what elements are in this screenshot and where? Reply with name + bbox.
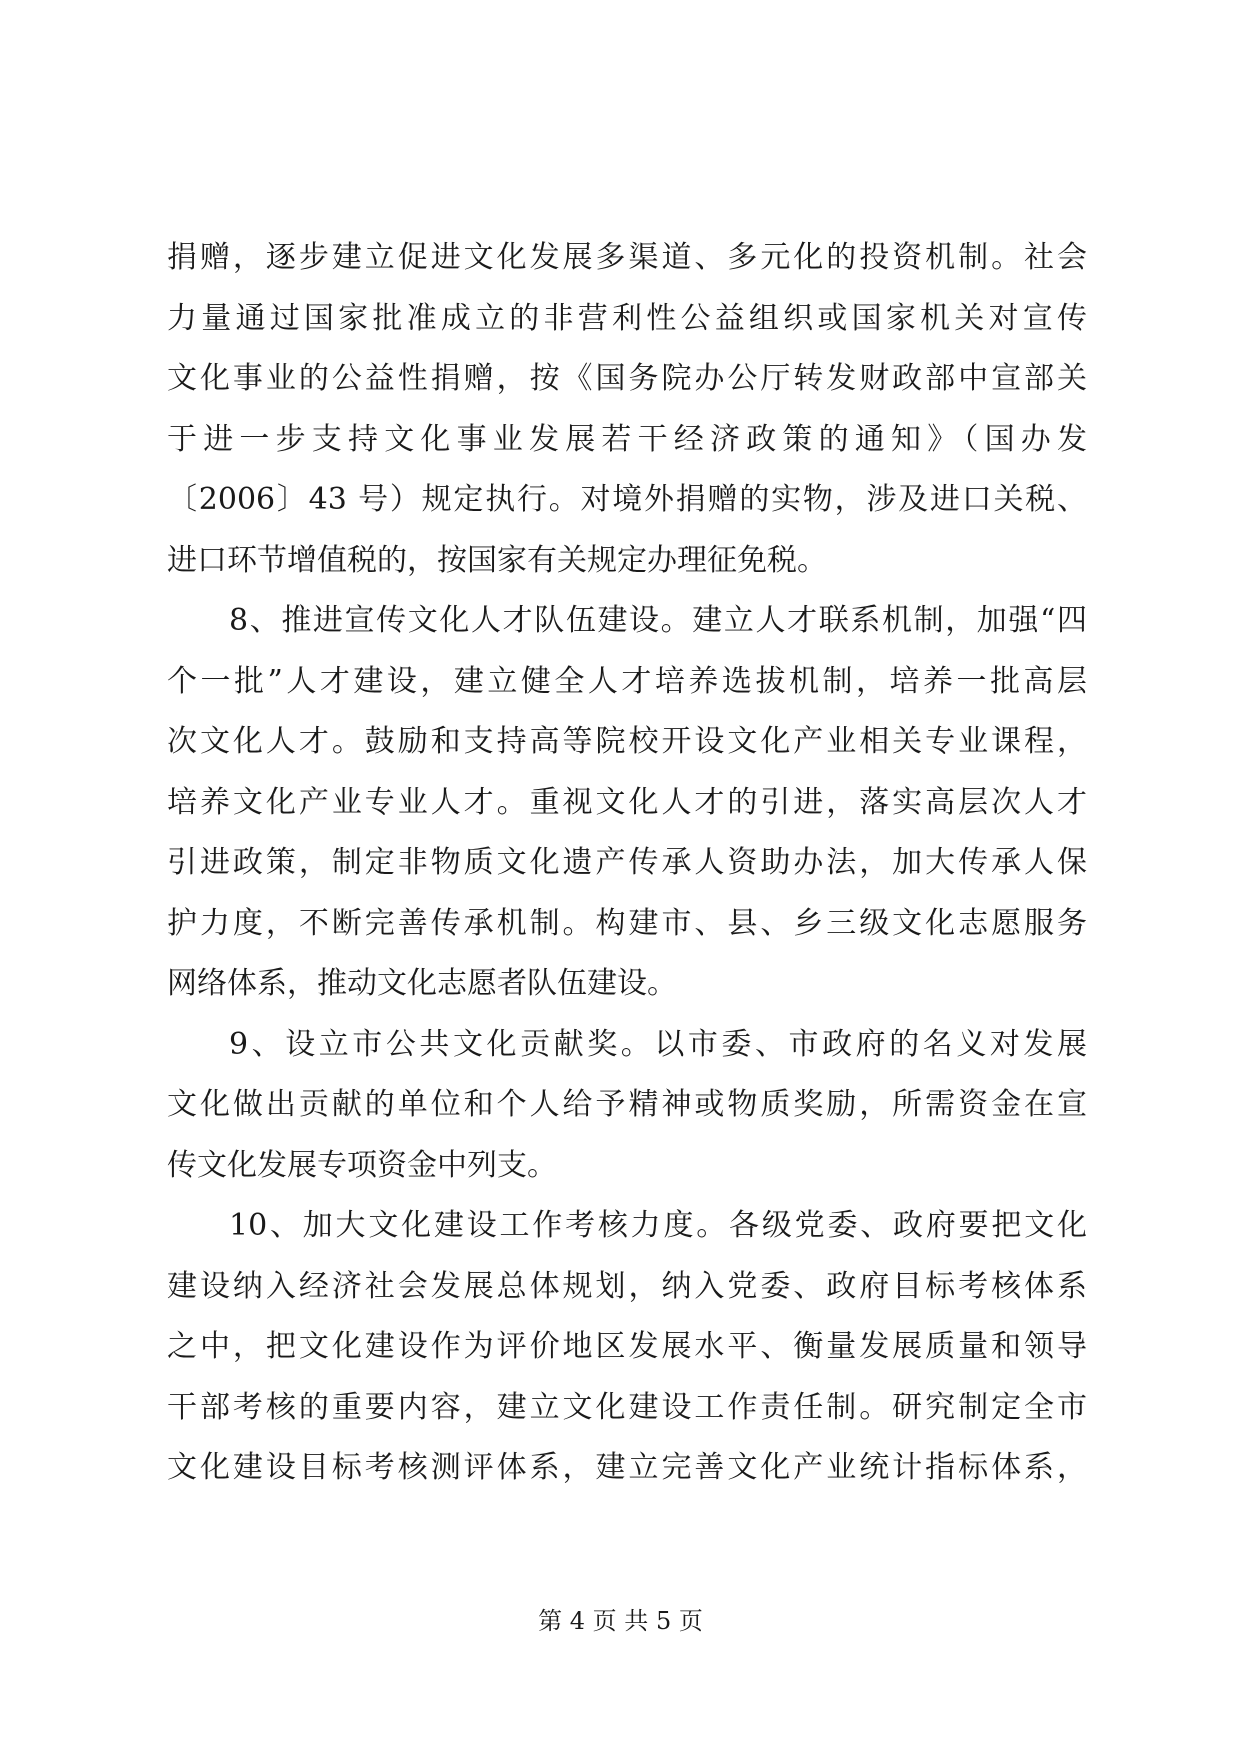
text-line: 次文化人才。鼓励和支持高等院校开设文化产业相关专业课程，: [167, 724, 1087, 759]
text-line: 建设纳入经济社会发展总体规划，纳入党委、政府目标考核体系: [167, 1268, 1087, 1304]
text-line: 培养文化产业专业人才。重视文化人才的引进，落实高层次人才: [167, 784, 1087, 820]
text-line: 文化建设目标考核测评体系，建立完善文化产业统计指标体系，: [167, 1450, 1087, 1485]
document-body: [167, 228, 1087, 1499]
page-footer: 第 4 页 共 5 页: [538, 1607, 703, 1635]
text-line: 个一批”人才建设，建立健全人才培养选拔机制，培养一批高层: [167, 663, 1087, 699]
text-line: 网络体系，推动文化志愿者队伍建设。: [167, 966, 677, 1001]
text-line: 传文化发展专项资金中列支。: [167, 1147, 557, 1183]
text-line: 9、设立市公共文化贡献奖。以市委、市政府的名义对发展: [229, 1026, 1087, 1062]
text-line: 力量通过国家批准成立的非营利性公益组织或国家机关对宣传: [167, 300, 1087, 336]
text-line: 之中，把文化建设作为评价地区发展水平、衡量发展质量和领导: [167, 1329, 1087, 1364]
text-line: 10、加大文化建设工作考核力度。各级党委、政府要把文化: [229, 1208, 1087, 1243]
text-line: 于进一步支持文化事业发展若干经济政策的通知》（国办发: [167, 421, 1087, 457]
text-line: 干部考核的重要内容，建立文化建设工作责任制。研究制定全市: [167, 1389, 1087, 1425]
text-line: 护力度，不断完善传承机制。构建市、县、乡三级文化志愿服务: [167, 905, 1087, 941]
text-line: 捐赠，逐步建立促进文化发展多渠道、多元化的投资机制。社会: [167, 240, 1087, 275]
text-line: 引进政策，制定非物质文化遗产传承人资助办法，加大传承人保: [167, 845, 1087, 880]
text-line: 〔2006〕43 号）规定执行。对境外捐赠的实物，涉及进口关税、: [167, 482, 1087, 517]
text-line: 8、推进宣传文化人才队伍建设。建立人才联系机制，加强“四: [229, 603, 1087, 638]
text-line: 进口环节增值税的，按国家有关规定办理征免税。: [167, 542, 827, 578]
text-line: 文化做出贡献的单位和个人给予精神或物质奖励，所需资金在宣: [167, 1087, 1087, 1122]
text-line: 文化事业的公益性捐赠，按《国务院办公厅转发财政部中宣部关: [167, 361, 1087, 396]
